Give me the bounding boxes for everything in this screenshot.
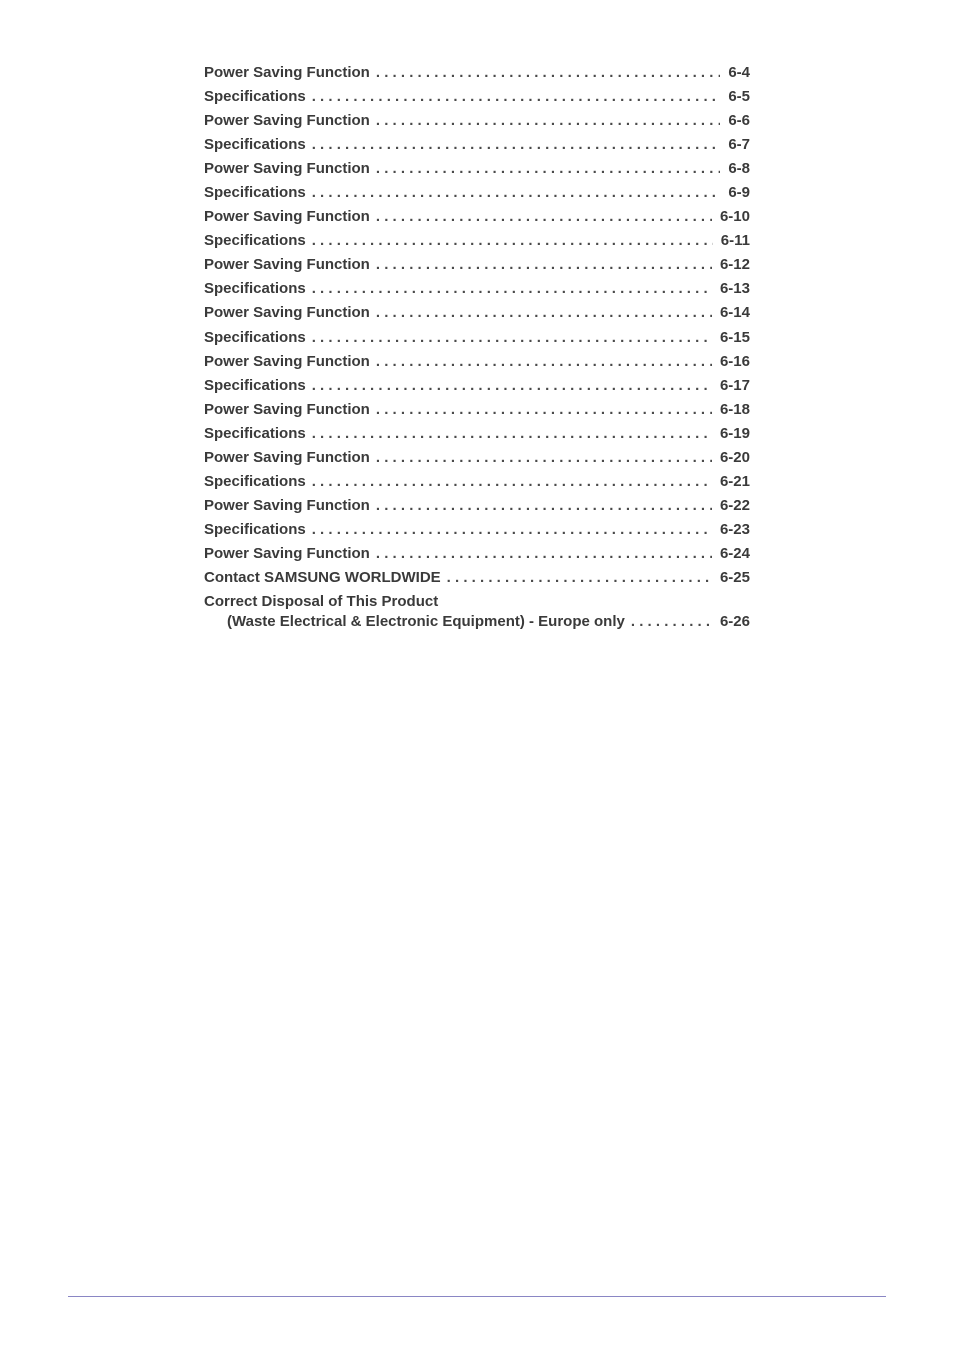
toc-entry-page-number: 6-8: [728, 160, 750, 178]
toc-dot-leader: [312, 422, 712, 446]
toc-entry-title: Correct Disposal of This Product: [204, 593, 439, 611]
toc-entry-title: Power Saving Function: [204, 256, 370, 274]
toc-dot-leader: [312, 229, 713, 253]
toc-entry[interactable]: [204, 277, 750, 301]
toc-dot-leader: [376, 398, 712, 422]
toc-entry-page-number: 6-13: [719, 280, 750, 298]
toc-entry-page-number: 6-25: [719, 568, 750, 586]
toc-entry[interactable]: [204, 566, 750, 590]
toc-entry[interactable]: [204, 133, 750, 157]
toc-entry-page-number: 6-4: [728, 64, 750, 81]
toc-dot-leader: [376, 350, 712, 374]
toc-dot-leader: [376, 157, 720, 181]
toc-entry-page-number: 6-16: [719, 352, 750, 370]
toc-entry-page-number: 6-22: [719, 496, 750, 514]
toc-dot-leader: [631, 612, 712, 632]
toc-entry-page-number: 6-14: [719, 304, 750, 322]
toc-entry-page-number: 6-17: [719, 376, 750, 394]
toc-dot-leader: [312, 374, 712, 398]
toc-entry-page-number: 6-20: [719, 448, 750, 466]
toc-entry[interactable]: [204, 446, 750, 470]
toc-entry[interactable]: [204, 109, 750, 133]
toc-entry-title: Power Saving Function: [204, 496, 370, 514]
toc-entry-page-number: 6-19: [719, 424, 750, 442]
toc-entry[interactable]: [204, 422, 750, 446]
toc-entry[interactable]: [204, 157, 750, 181]
toc-dot-leader: [376, 253, 712, 277]
toc-entry[interactable]: [204, 253, 750, 277]
toc-entry[interactable]: [204, 181, 750, 205]
toc-entry[interactable]: [204, 85, 750, 109]
toc-dot-leader: [312, 518, 712, 542]
toc-entry-page-number: 6-18: [719, 400, 750, 418]
toc-entry[interactable]: [204, 205, 750, 229]
toc-entry[interactable]: [204, 374, 750, 398]
toc-entry-title: Power Saving Function: [204, 160, 370, 178]
toc-dot-leader: [376, 301, 712, 325]
toc-entry-title: Power Saving Function: [204, 208, 370, 226]
toc-dot-leader: [376, 494, 712, 518]
toc-entry-list: [204, 61, 750, 590]
toc-entry-page-number: 6-24: [719, 544, 750, 562]
toc-entry-title: Specifications: [204, 424, 306, 442]
toc-entry-title: Specifications: [204, 88, 306, 106]
toc-entry-page-number: 6-26: [719, 613, 750, 631]
toc-entry-page-number: 6-23: [719, 520, 750, 538]
toc-entry-title: Power Saving Function: [204, 448, 370, 466]
toc-entry-title: Power Saving Function: [204, 544, 370, 562]
toc-entry-title: Power Saving Function: [204, 352, 370, 370]
toc-entry[interactable]: [204, 229, 750, 253]
toc-entry-title: Specifications: [204, 376, 306, 394]
toc-dot-leader: [376, 542, 712, 566]
toc-dot-leader: [312, 326, 712, 350]
toc-entry-page-number: 6-11: [720, 232, 750, 250]
toc-entry-page-number: 6-21: [719, 472, 750, 490]
toc-dot-leader: [376, 109, 720, 133]
toc-entry-title: Specifications: [204, 184, 306, 202]
toc-entry-page-number: 6-9: [728, 184, 750, 202]
toc-entry-title: Specifications: [204, 136, 306, 154]
toc-entry-page-number: 6-12: [719, 256, 750, 274]
toc-entry-title: Specifications: [204, 472, 306, 490]
toc-entry-subtitle: (Waste Electrical & Electronic Equipment) - Europe only: [227, 613, 625, 631]
toc-dot-leader: [312, 277, 712, 301]
toc-entry-title: Power Saving Function: [204, 304, 370, 322]
toc-entry-title: Power Saving Function: [204, 64, 370, 81]
toc-dot-leader: [312, 181, 721, 205]
toc-entry-title: Contact SAMSUNG WORLDWIDE: [204, 568, 441, 586]
toc-entry-title: Specifications: [204, 520, 306, 538]
toc-entry-page-number: 6-5: [728, 88, 750, 106]
footer-divider: [68, 1296, 886, 1297]
toc-entry-title-continued: [204, 612, 750, 632]
toc-entry[interactable]: [204, 494, 750, 518]
toc-dot-leader: [376, 205, 712, 229]
toc-entry-correct-disposal[interactable]: [204, 592, 750, 632]
toc-entry-page-number: 6-10: [719, 208, 750, 226]
toc-entry[interactable]: [204, 326, 750, 350]
toc-dot-leader: [312, 470, 712, 494]
toc-dot-leader: [312, 133, 721, 157]
toc-entry-title: Specifications: [204, 232, 306, 250]
toc-entry-title: Power Saving Function: [204, 112, 370, 130]
toc-entry-title: Specifications: [204, 328, 306, 346]
toc-entry[interactable]: [204, 518, 750, 542]
table-of-contents: [204, 61, 750, 632]
toc-entry[interactable]: [204, 470, 750, 494]
toc-entry-page-number: 6-15: [719, 328, 750, 346]
toc-entry-page-number: 6-6: [728, 112, 750, 130]
toc-entry[interactable]: [204, 61, 750, 85]
toc-entry[interactable]: [204, 350, 750, 374]
toc-entry[interactable]: [204, 542, 750, 566]
toc-entry[interactable]: [204, 301, 750, 325]
toc-dot-leader: [376, 446, 712, 470]
toc-dot-leader: [376, 61, 720, 85]
toc-dot-leader: [447, 566, 712, 590]
toc-entry-title: Power Saving Function: [204, 400, 370, 418]
toc-entry-title: Specifications: [204, 280, 306, 298]
toc-entry[interactable]: [204, 398, 750, 422]
toc-entry-page-number: 6-7: [728, 136, 750, 154]
toc-dot-leader: [312, 85, 721, 109]
